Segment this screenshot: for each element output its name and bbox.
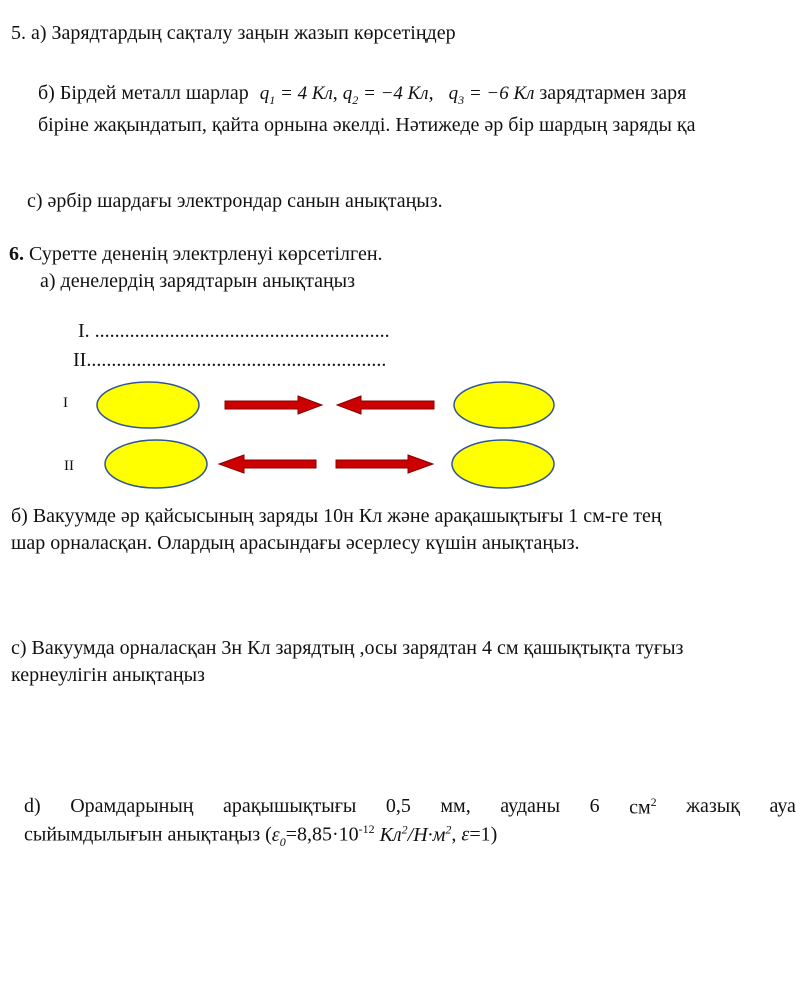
q5-b-end: зарядтармен заря <box>539 82 687 104</box>
q5-c: с) әрбір шардағы электрондар санын анықтаңыз. <box>27 190 443 212</box>
row-2-label: II <box>64 458 74 474</box>
q6-title: 6. Суретте дененің электрленуі көрсетілген. <box>9 243 383 265</box>
ball-2-right <box>452 440 554 488</box>
q6-d-line2: сыйымдылығын анықтаңыз ($\varepsilon_0=8,85\cdot 10^{-12}$ $Кл^2/Н\cdot м^2$, ε=1) <box>24 822 498 849</box>
q6-b-line2: шар орналасқан. Олардың арасындағы әсерлесу күшін анықтаңыз. <box>11 532 580 554</box>
q5-b-line2: біріне жақындатып, қайта орнына әкелді. Нәтижеде әр бір шардың заряды қа <box>38 114 696 136</box>
q6-c-line2: кернеулігін анықтаңыз <box>11 664 205 686</box>
arrow-right-icon <box>225 396 322 414</box>
q6-b-line1: б) Вакуумде әр қайсысының заряды 10н Кл және арақашықтығы 1 см-ге тең <box>11 505 662 527</box>
charge-q3: $q_3 = -6$ Кл <box>448 83 535 107</box>
q6-a: а) денелердің зарядтарын анықтаңыз <box>40 270 355 292</box>
q5-b-start: б) Бірдей металл шарлар <box>38 82 249 104</box>
q6-c-line1: с) Вакуумда орналасқан 3н Кл зарядтың ,осы зарядтан 4 см қашықтықта туғыз <box>11 637 684 659</box>
ball-2-left <box>105 440 207 488</box>
ball-1-left <box>97 382 199 428</box>
q5-b-line1: б) Бірдей металл шарлар $q_1 = 4$ Кл, $q_2 = -4$ Кл, $q_3 = -6$ Кл зарядтармен заря <box>38 82 687 107</box>
row-1-label: I <box>63 395 68 411</box>
q6-blank-2: II............................................................ <box>73 349 387 371</box>
q6-number: 6. <box>9 243 24 265</box>
q6-d-line1: d) Орамдарының арақышықтығы 0,5 мм, ауданы 6 $см^2$ жазық ауа <box>24 795 796 819</box>
q6-blank-1: I. ........................................................... <box>78 320 390 342</box>
ball-1-right <box>454 382 554 428</box>
charge-q1: $q_1 = 4$ Кл <box>259 83 333 107</box>
arrow-left-icon <box>337 396 434 414</box>
q5-a: 5. а) Зарядтардың сақталу заңын жазып көрсетіңдер <box>11 22 456 44</box>
electrification-figure <box>0 380 600 495</box>
charge-q2: $q_2 = -4$ Кл <box>342 83 429 107</box>
arrow-left-icon <box>219 455 316 473</box>
arrow-right-icon <box>336 455 433 473</box>
